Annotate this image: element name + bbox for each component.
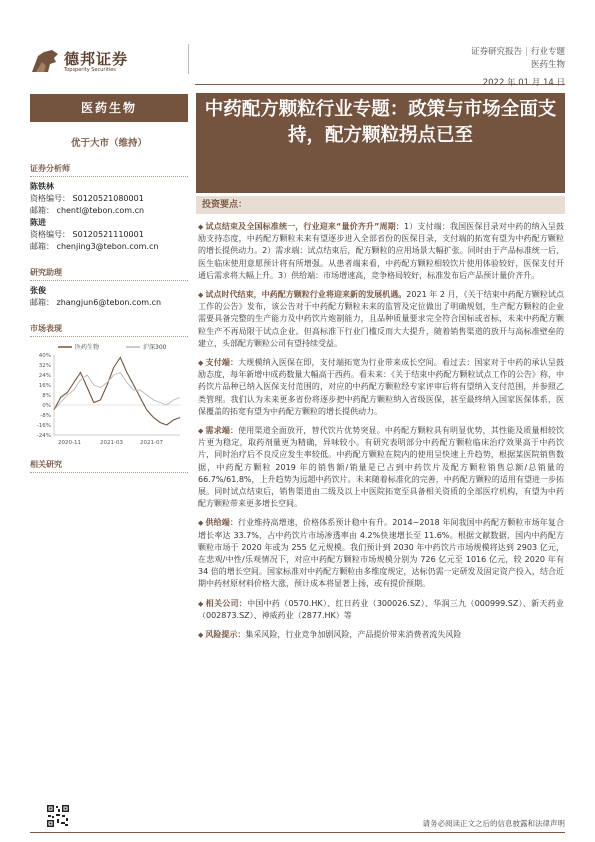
bullet-icon: ◆	[198, 519, 204, 528]
bullet-icon: ◆	[198, 599, 204, 608]
paragraph-lead: 需求端：	[205, 426, 239, 436]
assistant-email[interactable]: 邮箱： zhangjun6@tebon.com.cn	[30, 298, 162, 307]
analyst-cert: 资格编号： S0120521110001	[30, 230, 144, 239]
paragraph	[198, 517, 564, 590]
sector-label: 医药生物	[30, 94, 188, 122]
market-chart-svg	[30, 341, 188, 453]
paragraph-lead: 供给端：	[205, 518, 238, 528]
y-tick-label: -8%	[40, 413, 51, 419]
paragraph	[198, 629, 564, 641]
x-tick-label: 2021-07	[140, 440, 163, 446]
analyst-name: 陈铁林	[30, 182, 54, 191]
investment-heading: 投资要点：	[196, 196, 565, 214]
report-title: 中药配方颗粒行业专题：政策与市场全面支持，配方颗粒拐点已至	[196, 93, 565, 193]
paragraph-text: 需求端：使用渠道全面放开，替代饮片优势突显。中药配方颗粒具有明显优势，其性能及质量相较饮片更为稳定，取药剂量更为精确，异味较小。有研究表明部分中药配方颗粒临床治疗效果高于中药饮片，同时治疗后不良反应发生率较低。中药配方颗粒在院内的使用呈快速上升趋势，根据某医院销售数据，中药配方颗粒 2019 年的销售额/销量是已占到中药饮片及配方颗粒销售总额/总销量的 66.7%/61.8%，上升趋势为远超中药饮片。未来随着标准化的完善，中药配方颗粒的适用有望进一步拓展。同时试点结束后，销售渠道由二级及以上中医院拓宽至具备相关资质的全部医疗机构，有望为中药配方颗粒带来更多增长空间。	[198, 426, 565, 509]
y-tick-label: 32%	[38, 363, 51, 369]
analyst-cert: 资格编号： S0120521080001	[30, 194, 144, 203]
topic-type: 行业专题	[530, 47, 565, 57]
bullet-icon: ◆	[198, 359, 204, 368]
report-date: 2022 年 01 月 14 日	[482, 78, 565, 88]
analyst-email[interactable]: 邮箱： chentl@tebon.com.cn	[30, 206, 145, 215]
assistant-heading: 研究助理	[30, 267, 188, 281]
paragraph	[198, 425, 564, 510]
footer-rule	[30, 832, 565, 833]
paragraph-text: 试点结束及全国标准统一，行业迎来“量价齐升”周期：1）支付端：我国医保目录对中药的纳入呈鼓励支持态度，中药配方颗粒未来有望逐步进入全部省份的医保目录，支付端的拓宽有望为中药配方颗粒的增长提供动力。2）需求端：试点结束后，配方颗粒的应用场景大幅扩张。同时由于产品标准统一后，医生临床使用意愿预计将有所增强。从患者端来看，中药配方颗粒相较饮片使用体验较好，医保支付开通后需求将大幅上升。3）供给端：市场增速高，竞争格局较好，标准发布后产品预计量价齐升。	[198, 222, 564, 280]
paragraph-text: 支付端：大规模纳入医保在即，支付端拓宽为行业带来成长空间。看过去：国家对于中药的承认呈鼓励态度，每年新增中成药数量大幅高于西药。看未来：《关于结束中药配方颗粒试点工作的公告》称，中药饮片品种已纳入医保支付范围的，对应的中药配方颗粒经专家评审后将有望纳入支付范围，并参照乙类管理。我们认为未来更多省份将逐步把中药配方颗粒纳入省级医保，甚至最终纳入国家医保体系，医保覆盖的拓宽有望为中药配方颗粒的增长提供动力。	[198, 358, 565, 416]
report-meta: 证券研究报告 | 行业专题 医药生物 2022 年 01 月 14 日	[471, 47, 565, 88]
qr-code-icon	[46, 804, 70, 828]
y-tick-label: 0%	[42, 403, 51, 409]
bullet-icon: ◆	[198, 631, 204, 640]
main-content	[198, 221, 564, 648]
analyst-name: 陈进	[30, 218, 46, 227]
brand-name-en: Topsperity Securities	[64, 67, 116, 73]
analysts-heading: 证券分析师	[30, 163, 188, 177]
paragraph	[198, 357, 564, 418]
market-heading: 市场表现	[30, 323, 188, 337]
paragraph-lead: 风险提示：	[205, 630, 246, 640]
bullet-icon: ◆	[198, 291, 204, 300]
header-divider	[188, 44, 189, 74]
paragraph-text: 试点时代结束，中药配方颗粒行业将迎来新的发展机遇。2021 年 2 月，《关于结束中药配方颗粒试点工作的公告》发布，该公告对于中药配方颗粒未来的监管及定位做出了明确规划，生产配方颗粒的企业需要具备完整的生产能力及中药饮片炮制能力，且品种质量要求完全符合国标或省标，未来中药配方颗粒生产不再局限于试点企业。但高标准下行业门槛反而大大提升，随着销售渠道的放开与高标准壁垒的建立，头部配方颗粒公司有望持续受益。	[198, 290, 564, 348]
assistant-name: 张俊	[30, 286, 46, 295]
y-tick-label: 40%	[38, 353, 51, 359]
related-heading: 相关研究	[30, 459, 188, 473]
header-sector: 医药生物	[530, 60, 565, 70]
legend-label: 沪深300	[143, 344, 167, 351]
paragraph	[198, 289, 564, 350]
analyst-2	[30, 217, 188, 253]
y-tick-label: -24%	[36, 433, 51, 439]
brand-name: 德邦证券	[64, 50, 129, 68]
rating: 优于大市（维持）	[70, 138, 147, 149]
paragraph	[198, 598, 564, 622]
analyst-email[interactable]: 邮箱： chenjing3@tebon.com.cn	[30, 242, 159, 251]
brand-logo-icon	[30, 46, 60, 76]
paragraph-lead: 相关公司：	[205, 598, 248, 608]
y-tick-label: 16%	[38, 383, 51, 389]
series-line-index	[54, 373, 180, 411]
paragraph-text: 风险提示：集采风险，行业竞争加剧风险，产品提价带来消费者流失风险	[205, 630, 462, 640]
sidebar	[30, 94, 188, 473]
footer-disclaimer: 请务必阅读正文之后的信息披露和法律声明	[422, 819, 565, 828]
legend-label: 医药生物	[75, 344, 100, 351]
paragraph-lead: 试点时代结束，中药配方颗粒行业将迎来新的发展机遇。	[205, 290, 407, 300]
market-chart	[30, 341, 188, 451]
report-type: 证券研究报告	[471, 47, 523, 57]
bullet-icon: ◆	[198, 223, 204, 231]
brand-logo	[30, 46, 160, 76]
paragraph-lead: 支付端：	[205, 358, 239, 368]
header-rule	[195, 84, 565, 85]
y-tick-label: -16%	[36, 423, 51, 429]
analyst-1	[30, 181, 188, 217]
paragraph-text: 相关公司：中国中药（0570.HK）、红日药业（300026.SZ）、华润三九（000999.SZ）、新天药业（002873.SZ）、神威药业（2877.HK）等	[198, 598, 564, 620]
x-tick-label: 2021-03	[100, 440, 123, 446]
paragraph-text: 供给端：行业维持高增速，价格体系预计稳中有升。2014~2018 年间我国中药配方颗粒市场年复合增长率达 33.7%，占中药饮片市场渗透率由 4.2%快速增长至 11.6%。根据文献数据，国内中药配方颗粒市场于 2020 年或为 255 亿元规模。我们预计到 2030 年中药饮片市场规模将达到 2903 亿元，在悲观/中性/乐观情况下，对应中药配方颗粒市场规模分别为 726 亿元至 1016 亿元，较 2020 年有 34 倍的增长空间。国家标准对中药配方颗粒由多维度规定，达标仍需一定研发及固定资产投入，结合近期中药材原材料价格大涨，预计成本将显著上扬，或有提价预期。	[198, 518, 565, 589]
y-tick-label: 8%	[42, 393, 51, 399]
assistant	[30, 285, 188, 309]
bullet-icon: ◆	[198, 427, 204, 436]
x-tick-label: 2020-11	[58, 440, 81, 446]
y-tick-label: 24%	[38, 373, 51, 379]
paragraph-lead: 试点结束及全国标准统一，行业迎来“量价齐升”周期：	[205, 222, 404, 231]
paragraph	[198, 221, 564, 282]
